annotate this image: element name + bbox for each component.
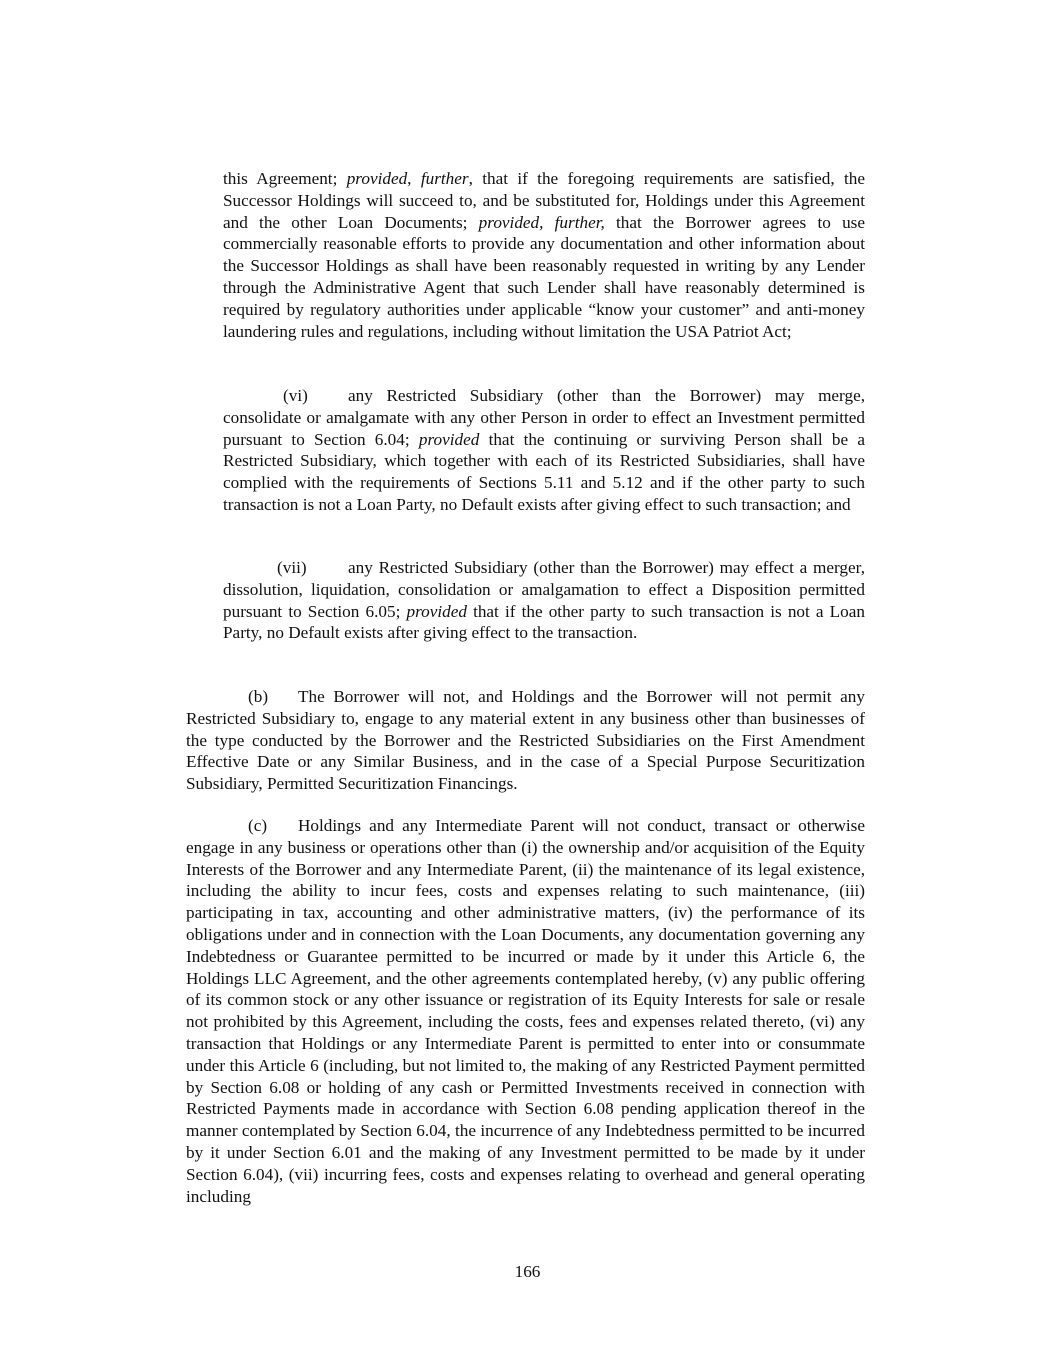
text-segment: any Restricted Subsidiary (other than the Borrower) may effect a merger, dissolution, liquidation, consolidation or amalgamation to effect a Disposition permitted pursuant to Section 6.05;: [223, 558, 865, 621]
text-segment: ,: [407, 169, 421, 188]
clause-label: (vii): [277, 558, 307, 577]
clause-label: (vi): [283, 386, 308, 405]
text-segment: that the Borrower agrees to use commercially reasonable efforts to provide any documentation and other information about the Successor Holdings as shall have been reasonably requested in writing by any Lender through the Administrative Agent that such Lender shall have reasonably determined is required by regulatory authorities under applicable “know your customer” and anti-money laundering rules and regulations, including without limitation the USA Patriot Act;: [223, 212, 865, 341]
paragraph-vi: [223, 385, 865, 516]
italic-term: provided: [346, 169, 408, 188]
page-number: 166: [514, 1262, 541, 1281]
clause-label: (c): [248, 816, 268, 835]
text-segment: , that if the foregoing requirements are satisfied, the Successor Holdings will succeed to, and be substituted for, Holdings under this Agreement and the other Loan Documents;: [223, 169, 866, 232]
italic-term: further: [420, 169, 469, 188]
paragraph-continuation: [223, 168, 865, 342]
clause-label: (b): [248, 687, 269, 706]
text-segment: that if the other party to such transaction is not a Loan Party, no Default exists after giving effect to the transaction.: [223, 601, 865, 643]
text-segment: that the continuing or surviving Person shall be a Restricted Subsidiary, which together with each of its Restricted Subsidiaries, shall have complied with the requirements of Sections 5.11 and 5.12 and if the other party to such transaction is not a Loan Party, no Default exists after giving effect to such transaction; and: [223, 429, 866, 514]
italic-term: provided: [406, 601, 467, 621]
italic-term: provided, further,: [478, 212, 605, 232]
text-segment: The Borrower will not, and Holdings and the Borrower will not permit any Restricted Subsidiary to, engage to any material extent in any business other than businesses of the type conducted by the Borrower and the Restricted Subsidiaries on the First Amendment Effective Date or any Similar Business, and in the case of a Special Purpose Securitization Subsidiary, Permitted Securitization Financings.: [186, 687, 865, 794]
text-segment: any Restricted Subsidiary (other than the Borrower) may merge, consolidate or amalgamate with any other Person in order to effect an Investment permitted pursuant to Section 6.04;: [223, 386, 865, 449]
paragraph-c: [186, 815, 865, 1207]
paragraph-vii: [223, 557, 865, 644]
paragraph-b: [186, 686, 865, 795]
italic-term: provided: [418, 429, 480, 449]
text-segment: Holdings and any Intermediate Parent will not conduct, transact or otherwise engage in any business or operations other than (i) the ownership and/or acquisition of the Equity Interests of the Borrower and any Intermediate Parent, (ii) the maintenance of its legal existence, including the ability to incur fees, costs and expenses relating to such maintenance, (iii) participating in tax, accounting and other administrative matters, (iv) the performance of its obligations under and in connection with the Loan Documents, any documentation governing any Indebtedness or Guarantee permitted to be incurred or made by it under this Article 6, the Holdings LLC Agreement, and the other agreements contemplated hereby, (v) any public offering of its common stock or any other issuance or registration of its Equity Interests for sale or resale not prohibited by this Agreement, including the costs, fees and expenses related thereto, (vi) any transaction that Holdings or any Intermediate Parent is permitted to enter into or consummate under this Article 6 (including, but not limited to, the making of any Restricted Payment permitted by Section 6.08 or holding of any cash or Permitted Investments received in connection with Restricted Payments made in accordance with Section 6.08 pending application thereof in the manner contemplated by Section 6.04, the incurrence of any Indebtedness permitted to be incurred by it under Section 6.01 and the making of any Investment permitted to be made by it under Section 6.04), (vii) incurring fees, costs and expenses relating to overhead and general operating including: [186, 816, 865, 1206]
text-segment: this Agreement;: [223, 169, 347, 188]
